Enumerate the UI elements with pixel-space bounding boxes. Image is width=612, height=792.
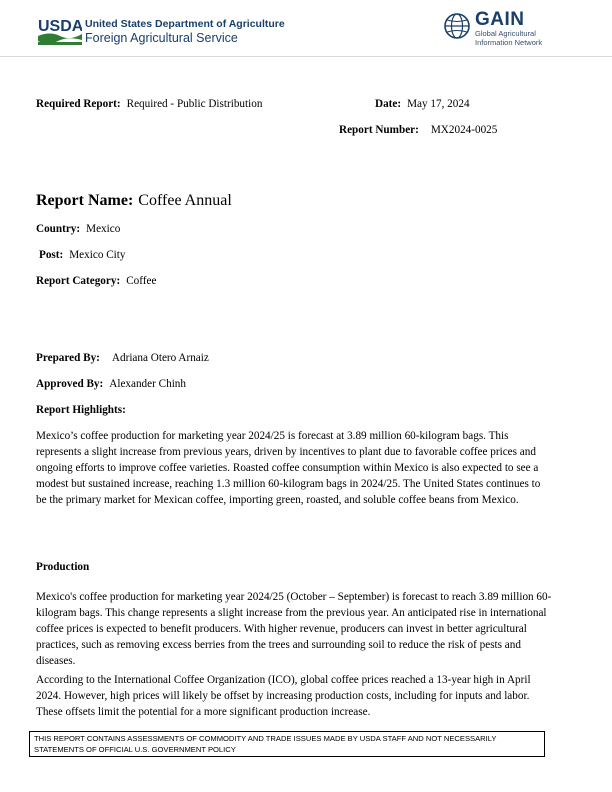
report-highlights-heading (36, 404, 126, 416)
report-category-field (36, 275, 156, 287)
country-value: Mexico (86, 223, 121, 235)
report-number-label: Report Number: (339, 124, 419, 136)
report-highlights-label: Report Highlights: (36, 404, 126, 416)
required-report-value: Required - Public Distribution (126, 98, 263, 110)
country-label: Country: (36, 223, 81, 235)
post-label: Post: (39, 249, 64, 261)
production-paragraph-1: Mexico's coffee production for marketing year 2024/25 (October – September) is forecast to reach 3.89 million 60-kilogram bags. This change represents a slight increase from the previous year. An anticipated rise in international coffee prices is expected to benefit producers. With higher revenue, producers can invest in better agricultural practices, such as removing excess berries from the trees and surrounding soil to reduce the risk of pests and diseases. (36, 591, 552, 667)
header-divider (0, 56, 612, 57)
usda-wordmark: USDA (38, 18, 82, 35)
prepared-by-field (36, 352, 209, 364)
production-paragraph-2: According to the International Coffee Organization (ICO), global coffee prices reached a 13-year high in April 2024. However, high prices will likely be offset by increasing production costs, including for inputs and labor. These offsets limit the potential for a more significant production increase. (36, 674, 531, 718)
department-name: United States Department of Agriculture (85, 18, 285, 30)
usda-logo-mark (38, 16, 82, 46)
gain-subtitle-line2: Information Network (475, 37, 543, 47)
highlights-paragraph: Mexico’s coffee production for marketing year 2024/25 is forecast at 3.89 million 60-kilogram bags. This represents a slight increase from previous years, driven by incentives to plant due to favorable coffee prices and ongoing efforts to improve coffee varieties. Roasted coffee consumption within Mexico is also expected to see a modest but sustained increase, reaching 1.3 million 60-kilogram bags in 2024/25. The United States continues to be the primary market for Mexican coffee, importing green, roasted, and soluble coffee beans from Mexico. (36, 430, 541, 506)
agency-name: Foreign Agricultural Service (85, 31, 238, 45)
date-field (375, 98, 470, 110)
country-field (36, 223, 120, 235)
usda-logo (38, 16, 82, 46)
report-name-value: Coffee Annual (138, 192, 232, 209)
globe-icon (443, 12, 471, 40)
gain-subtitle-line1: Global Agricultural (475, 29, 536, 38)
report-number-value: MX2024-0025 (430, 124, 498, 136)
prepared-by-value: Adriana Otero Arnaiz (111, 352, 209, 364)
gain-wordmark: GAIN (475, 9, 525, 30)
prepared-by-label: Prepared By: (36, 352, 100, 364)
approved-by-label: Approved By: (36, 378, 104, 390)
disclaimer-box: THIS REPORT CONTAINS ASSESSMENTS OF COMMODITY AND TRADE ISSUES MADE BY USDA STAFF AND NOT NECESSARILY STATEMENTS OF OFFICIAL U.S. GOVERNMENT POLICY (29, 731, 545, 757)
approved-by-field (36, 378, 186, 390)
post-value: Mexico City (69, 249, 126, 261)
report-category-value: Coffee (126, 275, 157, 287)
approved-by-value: Alexander Chinh (109, 378, 186, 390)
report-name-label: Report Name: (36, 192, 134, 209)
report-name-field (36, 192, 232, 210)
gain-logo (475, 10, 542, 47)
report-category-label: Report Category: (36, 275, 121, 287)
required-report-field (36, 98, 262, 110)
report-number-field (339, 124, 497, 136)
production-heading: Production (36, 561, 90, 573)
usda-agency-block (85, 18, 285, 46)
required-report-label: Required Report: (36, 98, 121, 110)
date-label: Date: (375, 98, 402, 110)
post-field (39, 249, 125, 261)
date-value: May 17, 2024 (407, 98, 470, 110)
